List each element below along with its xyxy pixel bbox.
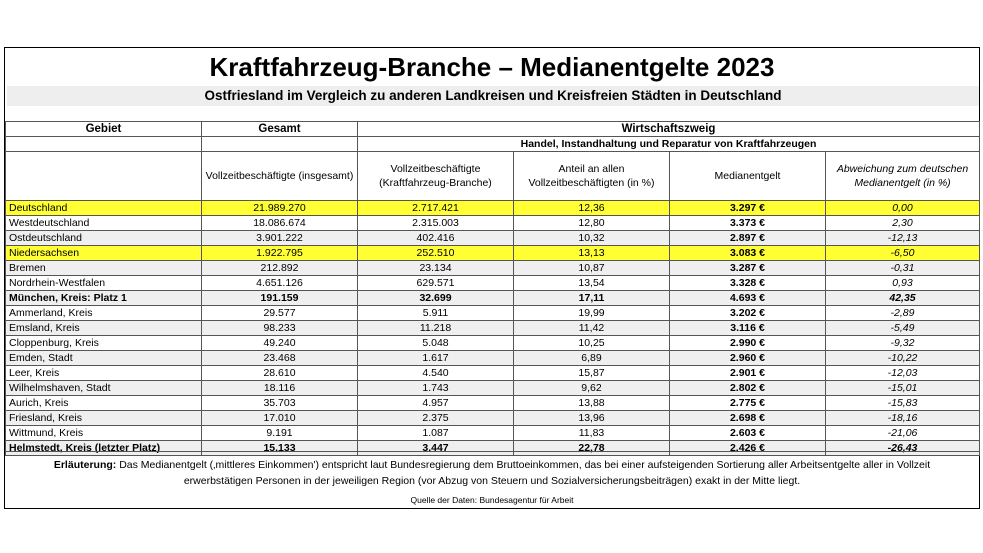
cell-gesamt: 18.086.674: [202, 216, 358, 231]
cell-kfz: 402.416: [358, 231, 514, 246]
cell-kfz: 3.447: [358, 441, 514, 456]
cell-gebiet: Helmstedt, Kreis (letzter Platz): [6, 441, 202, 456]
cell-median: 2.960 €: [670, 351, 826, 366]
cell-median: 2.901 €: [670, 366, 826, 381]
cell-gesamt: 23.468: [202, 351, 358, 366]
cell-median: 3.287 €: [670, 261, 826, 276]
header-col3: Anteil an allen Vollzeitbeschäftigten (in %): [514, 152, 670, 201]
cell-abweichung: -9,32: [826, 336, 980, 351]
table-row: [6, 381, 980, 396]
cell-anteil: 9,62: [514, 381, 670, 396]
cell-abweichung: -10,22: [826, 351, 980, 366]
cell-gesamt: 29.577: [202, 306, 358, 321]
cell-abweichung: -26,43: [826, 441, 980, 456]
source-note: Quelle der Daten: Bundesagentur für Arbeit: [410, 495, 574, 505]
cell-gebiet: Westdeutschland: [6, 216, 202, 231]
cell-anteil: 10,87: [514, 261, 670, 276]
table-row: [6, 291, 980, 306]
cell-anteil: 6,89: [514, 351, 670, 366]
cell-anteil: 10,25: [514, 336, 670, 351]
cell-kfz: 629.571: [358, 276, 514, 291]
cell-median: 3.297 €: [670, 201, 826, 216]
cell-abweichung: -5,49: [826, 321, 980, 336]
cell-anteil: 12,80: [514, 216, 670, 231]
cell-gesamt: 9.191: [202, 426, 358, 441]
page-title: Kraftfahrzeug-Branche – Medianentgelte 2023: [209, 52, 775, 82]
cell-gebiet: Niedersachsen: [6, 246, 202, 261]
table-row: [6, 231, 980, 246]
cell-anteil: 11,42: [514, 321, 670, 336]
cell-gesamt: 98.233: [202, 321, 358, 336]
page-subtitle: Ostfriesland im Vergleich zu anderen Landkreisen und Kreisfreien Städten in Deutschland: [7, 86, 979, 106]
separator-line: [5, 451, 979, 452]
cell-kfz: 5.911: [358, 306, 514, 321]
table-row: [6, 201, 980, 216]
cell-anteil: 13,13: [514, 246, 670, 261]
cell-abweichung: 0,00: [826, 201, 980, 216]
cell-gebiet: Emden, Stadt: [6, 351, 202, 366]
cell-anteil: 10,32: [514, 231, 670, 246]
cell-abweichung: -15,01: [826, 381, 980, 396]
header-empty-3: [6, 152, 202, 201]
cell-median: 3.116 €: [670, 321, 826, 336]
cell-kfz: 1.617: [358, 351, 514, 366]
cell-abweichung: -2,89: [826, 306, 980, 321]
cell-gebiet: Wittmund, Kreis: [6, 426, 202, 441]
header-gesamt: Gesamt: [202, 122, 358, 137]
cell-abweichung: -6,50: [826, 246, 980, 261]
cell-kfz: 252.510: [358, 246, 514, 261]
cell-anteil: 13,54: [514, 276, 670, 291]
table-row: [6, 246, 980, 261]
header-wirtschaftszweig: Wirtschaftszweig: [358, 122, 980, 137]
cell-abweichung: -12,03: [826, 366, 980, 381]
cell-median: 2.897 €: [670, 231, 826, 246]
cell-gesamt: 15.133: [202, 441, 358, 456]
cell-gebiet: Ammerland, Kreis: [6, 306, 202, 321]
cell-kfz: 2.315.003: [358, 216, 514, 231]
cell-kfz: 1.743: [358, 381, 514, 396]
cell-gebiet: München, Kreis: Platz 1: [6, 291, 202, 306]
header-col5: Abweichung zum deutschen Medianentgelt (in %): [826, 152, 980, 201]
cell-gebiet: Ostdeutschland: [6, 231, 202, 246]
cell-gebiet: Friesland, Kreis: [6, 411, 202, 426]
cell-median: 2.698 €: [670, 411, 826, 426]
table-row: [6, 276, 980, 291]
cell-gesamt: 4.651.126: [202, 276, 358, 291]
cell-kfz: 1.087: [358, 426, 514, 441]
cell-kfz: 2.375: [358, 411, 514, 426]
cell-gesamt: 49.240: [202, 336, 358, 351]
cell-gebiet: Leer, Kreis: [6, 366, 202, 381]
cell-anteil: 11,83: [514, 426, 670, 441]
cell-kfz: 23.134: [358, 261, 514, 276]
cell-abweichung: 0,93: [826, 276, 980, 291]
cell-median: 2.802 €: [670, 381, 826, 396]
cell-gebiet: Cloppenburg, Kreis: [6, 336, 202, 351]
table-document: [4, 47, 980, 509]
cell-abweichung: 42,35: [826, 291, 980, 306]
cell-median: 4.693 €: [670, 291, 826, 306]
cell-anteil: 17,11: [514, 291, 670, 306]
cell-gesamt: 21.989.270: [202, 201, 358, 216]
cell-median: 2.603 €: [670, 426, 826, 441]
header-empty-2: [202, 137, 358, 152]
header-gebiet: Gebiet: [6, 122, 202, 137]
table-row: [6, 411, 980, 426]
data-table: [5, 121, 980, 456]
explanation-note: [5, 457, 979, 489]
cell-anteil: 22,78: [514, 441, 670, 456]
table-row: [6, 336, 980, 351]
cell-anteil: 15,87: [514, 366, 670, 381]
table-row: [6, 441, 980, 456]
cell-gebiet: Aurich, Kreis: [6, 396, 202, 411]
cell-abweichung: 2,30: [826, 216, 980, 231]
cell-gebiet: Bremen: [6, 261, 202, 276]
cell-gesamt: 18.116: [202, 381, 358, 396]
header-col4: Medianentgelt: [670, 152, 826, 201]
cell-abweichung: -18,16: [826, 411, 980, 426]
cell-abweichung: -0,31: [826, 261, 980, 276]
cell-gesamt: 212.892: [202, 261, 358, 276]
cell-abweichung: -12,13: [826, 231, 980, 246]
table-row: [6, 321, 980, 336]
cell-gesamt: 191.159: [202, 291, 358, 306]
table-row: [6, 426, 980, 441]
header-branche: Handel, Instandhaltung und Reparatur von Kraftfahrzeugen: [358, 137, 980, 152]
cell-median: 2.990 €: [670, 336, 826, 351]
cell-gesamt: 17.010: [202, 411, 358, 426]
header-col2: Vollzeitbeschäftigte (Kraftfahrzeug-Branche): [358, 152, 514, 201]
cell-gebiet: Wilhelmshaven, Stadt: [6, 381, 202, 396]
cell-kfz: 2.717.421: [358, 201, 514, 216]
cell-kfz: 32.699: [358, 291, 514, 306]
cell-median: 3.373 €: [670, 216, 826, 231]
cell-median: 3.202 €: [670, 306, 826, 321]
cell-gebiet: Deutschland: [6, 201, 202, 216]
cell-gebiet: Emsland, Kreis: [6, 321, 202, 336]
cell-anteil: 19,99: [514, 306, 670, 321]
header-empty-1: [6, 137, 202, 152]
table-row: [6, 261, 980, 276]
header-col1: Vollzeitbeschäftigte (insgesamt): [202, 152, 358, 201]
table-row: [6, 351, 980, 366]
cell-abweichung: -15,83: [826, 396, 980, 411]
cell-median: 2.775 €: [670, 396, 826, 411]
table-row: [6, 366, 980, 381]
cell-kfz: 5.048: [358, 336, 514, 351]
cell-kfz: 11.218: [358, 321, 514, 336]
table-row: [6, 396, 980, 411]
cell-gebiet: Nordrhein-Westfalen: [6, 276, 202, 291]
cell-kfz: 4.540: [358, 366, 514, 381]
note-text: Das Medianentgelt (‚mittleres Einkommen') entspricht laut Bundesregierung dem Bruttoeinkommen, das bei einer aufsteigenden Sortierung aller Arbeitsentgelte aller in Vollzeit erwerbstätigen Personen in der jeweiligen Region (vor Abzug von Steuern und Sozialversicherungsbeiträgen) exakt in der Mitte liegt.: [119, 459, 931, 487]
table-row: [6, 306, 980, 321]
cell-gesamt: 1.922.795: [202, 246, 358, 261]
cell-anteil: 13,96: [514, 411, 670, 426]
cell-median: 2.426 €: [670, 441, 826, 456]
cell-median: 3.083 €: [670, 246, 826, 261]
table-row: [6, 216, 980, 231]
note-label: Erläuterung:: [53, 459, 117, 471]
cell-median: 3.328 €: [670, 276, 826, 291]
cell-anteil: 13,88: [514, 396, 670, 411]
cell-gesamt: 3.901.222: [202, 231, 358, 246]
cell-gesamt: 28.610: [202, 366, 358, 381]
cell-gesamt: 35.703: [202, 396, 358, 411]
cell-anteil: 12,36: [514, 201, 670, 216]
cell-kfz: 4.957: [358, 396, 514, 411]
cell-abweichung: -21,06: [826, 426, 980, 441]
